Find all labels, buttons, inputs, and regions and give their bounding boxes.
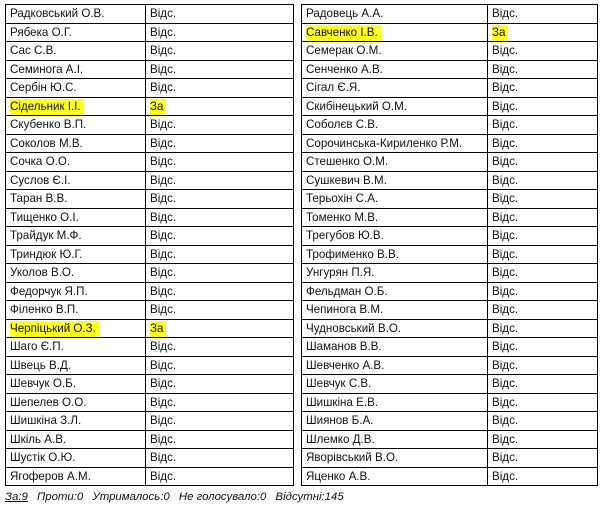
right-name-cell: [302, 97, 488, 116]
right-name-cell: [302, 301, 488, 320]
right-vote-cell: [488, 171, 598, 190]
summary-za: За:9: [5, 491, 28, 503]
column-gap: [294, 282, 302, 301]
table-row: [6, 301, 598, 320]
table-row: [6, 190, 598, 209]
left-name-cell: [6, 467, 146, 486]
left-name-cell: [6, 264, 146, 283]
left-name-cell: [6, 430, 146, 449]
left-vote-cell: [146, 319, 294, 338]
right-name-cell: [302, 449, 488, 468]
right-vote-cell: [488, 79, 598, 98]
right-vote-cell: [488, 60, 598, 79]
right-vote-cell: [488, 134, 598, 153]
vote-results-table: [5, 4, 598, 486]
deputy-name: Семинога А.І.: [10, 62, 84, 76]
table-row: [6, 449, 598, 468]
summary-proty: Проти:0: [37, 491, 84, 503]
right-vote-cell: [488, 5, 598, 24]
left-vote-cell: [146, 42, 294, 61]
right-name-cell: [302, 23, 488, 42]
deputy-name: Фельдман О.Б.: [306, 284, 388, 298]
vote-value: Відс.: [150, 395, 177, 409]
left-vote-cell: [146, 208, 294, 227]
vote-value: Відс.: [150, 62, 177, 76]
right-name-cell: [302, 245, 488, 264]
left-name-cell: [6, 393, 146, 412]
left-name-cell: [6, 42, 146, 61]
vote-value: Відс.: [150, 44, 177, 58]
left-name-cell: [6, 153, 146, 172]
left-name-cell: [6, 79, 146, 98]
left-name-cell: [6, 412, 146, 431]
vote-value: Відс.: [150, 432, 177, 446]
vote-value: Відс.: [150, 7, 177, 21]
vote-value: Відс.: [150, 192, 177, 206]
left-vote-cell: [146, 375, 294, 394]
deputy-name: Яворівський В.О.: [306, 451, 399, 465]
right-name-cell: [302, 264, 488, 283]
vote-value: Відс.: [150, 414, 177, 428]
deputy-name: Сідельник І.І.: [10, 99, 84, 115]
deputy-name: Шепелев О.О.: [10, 395, 87, 409]
deputy-name: Трофименко В.В.: [306, 247, 399, 261]
left-name-cell: [6, 23, 146, 42]
table-row: [6, 227, 598, 246]
vote-value: Відс.: [492, 81, 519, 95]
right-name-cell: [302, 393, 488, 412]
table-row: [6, 153, 598, 172]
deputy-name: Уколов В.О.: [10, 266, 75, 280]
deputy-name: Сербін Ю.С.: [10, 81, 77, 95]
deputy-name: Рябека О.Г.: [10, 25, 72, 39]
table-row: [6, 23, 598, 42]
table-row: [6, 5, 598, 24]
right-vote-cell: [488, 190, 598, 209]
right-name-cell: [302, 467, 488, 486]
table-row: [6, 375, 598, 394]
vote-value: Відс.: [492, 321, 519, 335]
right-vote-cell: [488, 319, 598, 338]
vote-value: За: [150, 99, 166, 115]
left-vote-cell: [146, 171, 294, 190]
left-name-cell: [6, 5, 146, 24]
column-gap: [294, 134, 302, 153]
deputy-name: Радковський О.В.: [10, 7, 105, 21]
left-vote-cell: [146, 23, 294, 42]
right-vote-cell: [488, 449, 598, 468]
table-row: [6, 116, 598, 135]
vote-value: Відс.: [492, 173, 519, 187]
right-name-cell: [302, 338, 488, 357]
right-name-cell: [302, 356, 488, 375]
column-gap: [294, 42, 302, 61]
left-name-cell: [6, 338, 146, 357]
right-name-cell: [302, 190, 488, 209]
deputy-name: Таран В.В.: [10, 192, 68, 206]
deputy-name: Суслов Є.І.: [10, 173, 71, 187]
left-vote-cell: [146, 116, 294, 135]
vote-value: Відс.: [492, 44, 519, 58]
table-row: [6, 245, 598, 264]
left-name-cell: [6, 245, 146, 264]
vote-value: Відс.: [492, 266, 519, 280]
deputy-name: Соколов М.В.: [10, 136, 83, 150]
vote-value: Відс.: [492, 7, 519, 21]
table-row: [6, 430, 598, 449]
vote-value: Відс.: [492, 395, 519, 409]
table-row: [6, 338, 598, 357]
left-vote-cell: [146, 301, 294, 320]
right-name-cell: [302, 227, 488, 246]
table-row: [6, 319, 598, 338]
deputy-name: Скубенко В.П.: [10, 118, 87, 132]
right-vote-cell: [488, 245, 598, 264]
vote-value: Відс.: [150, 136, 177, 150]
right-vote-cell: [488, 338, 598, 357]
left-vote-cell: [146, 97, 294, 116]
left-vote-cell: [146, 245, 294, 264]
right-vote-cell: [488, 227, 598, 246]
right-vote-cell: [488, 375, 598, 394]
deputy-name: Соболєв С.В.: [306, 118, 379, 132]
left-name-cell: [6, 356, 146, 375]
deputy-name: Сас С.В.: [10, 44, 57, 58]
vote-value: Відс.: [492, 99, 519, 113]
deputy-name: Шаманов В.В.: [306, 340, 382, 354]
deputy-name: Шишкіна Е.В.: [306, 395, 379, 409]
vote-value: Відс.: [150, 451, 177, 465]
right-name-cell: [302, 5, 488, 24]
deputy-name: Федорчук Я.П.: [10, 284, 88, 298]
right-vote-cell: [488, 153, 598, 172]
deputy-name: Шевченко А.В.: [306, 358, 385, 372]
left-name-cell: [6, 227, 146, 246]
vote-value: За: [150, 321, 166, 337]
table-row: [6, 467, 598, 486]
deputy-name: Сігал Є.Я.: [306, 81, 361, 95]
right-name-cell: [302, 430, 488, 449]
right-vote-cell: [488, 208, 598, 227]
vote-value: Відс.: [150, 247, 177, 261]
vote-value: Відс.: [150, 81, 177, 95]
right-name-cell: [302, 116, 488, 135]
right-vote-cell: [488, 97, 598, 116]
summary-utrymalos: Утрималось:0: [92, 491, 170, 503]
right-vote-cell: [488, 301, 598, 320]
vote-value: Відс.: [150, 155, 177, 169]
left-vote-cell: [146, 393, 294, 412]
column-gap: [294, 5, 302, 24]
right-name-cell: [302, 79, 488, 98]
vote-value: Відс.: [492, 414, 519, 428]
left-vote-cell: [146, 282, 294, 301]
summary-ne-holosuvalo: Не голосувало:0: [178, 491, 267, 503]
left-vote-cell: [146, 356, 294, 375]
deputy-name: Семерак О.М.: [306, 44, 382, 58]
deputy-name: Трайдук М.Ф.: [10, 229, 82, 243]
column-gap: [294, 264, 302, 283]
left-vote-cell: [146, 134, 294, 153]
vote-value: Відс.: [492, 469, 519, 483]
deputy-name: Яценко А.В.: [306, 469, 371, 483]
right-vote-cell: [488, 264, 598, 283]
table-row: [6, 264, 598, 283]
left-vote-cell: [146, 60, 294, 79]
left-name-cell: [6, 97, 146, 116]
deputy-name: Філенко В.П.: [10, 303, 79, 317]
right-name-cell: [302, 282, 488, 301]
vote-value: Відс.: [150, 469, 177, 483]
deputy-name: Шишкіна З.Л.: [10, 414, 82, 428]
right-name-cell: [302, 42, 488, 61]
column-gap: [294, 190, 302, 209]
left-name-cell: [6, 319, 146, 338]
vote-value: Відс.: [492, 303, 519, 317]
deputy-name: Шевчук С.В.: [306, 377, 372, 391]
deputy-name: Скибінецький О.М.: [306, 99, 408, 113]
left-name-cell: [6, 301, 146, 320]
left-vote-cell: [146, 412, 294, 431]
vote-value: Відс.: [150, 284, 177, 298]
column-gap: [294, 319, 302, 338]
column-gap: [294, 97, 302, 116]
left-vote-cell: [146, 190, 294, 209]
right-vote-cell: [488, 23, 598, 42]
left-name-cell: [6, 375, 146, 394]
column-gap: [294, 467, 302, 486]
right-name-cell: [302, 134, 488, 153]
left-vote-cell: [146, 338, 294, 357]
column-gap: [294, 393, 302, 412]
vote-value: Відс.: [150, 266, 177, 280]
vote-value: Відс.: [150, 173, 177, 187]
right-vote-cell: [488, 42, 598, 61]
table-row: [6, 393, 598, 412]
vote-value: За: [492, 25, 508, 41]
deputy-name: Чудновський В.О.: [306, 321, 402, 335]
right-name-cell: [302, 153, 488, 172]
deputy-name: Триндюк Ю.Г.: [10, 247, 83, 261]
column-gap: [294, 338, 302, 357]
vote-value: Відс.: [492, 229, 519, 243]
deputy-name: Унгурян П.Я.: [306, 266, 375, 280]
left-vote-cell: [146, 227, 294, 246]
column-gap: [294, 60, 302, 79]
right-vote-cell: [488, 467, 598, 486]
table-row: [6, 282, 598, 301]
table-row: [6, 42, 598, 61]
vote-value: Відс.: [492, 377, 519, 391]
table-row: [6, 79, 598, 98]
column-gap: [294, 208, 302, 227]
vote-value: Відс.: [492, 247, 519, 261]
deputy-name: Савченко І.В.: [306, 25, 381, 41]
table-row: [6, 412, 598, 431]
left-name-cell: [6, 134, 146, 153]
vote-value: Відс.: [492, 136, 519, 150]
table-row: [6, 171, 598, 190]
vote-value: Відс.: [150, 377, 177, 391]
vote-value: Відс.: [492, 210, 519, 224]
vote-results-body: [6, 5, 598, 486]
left-name-cell: [6, 282, 146, 301]
deputy-name: Швець В.Д.: [10, 358, 72, 372]
column-gap: [294, 227, 302, 246]
right-vote-cell: [488, 412, 598, 431]
left-vote-cell: [146, 79, 294, 98]
table-row: [6, 208, 598, 227]
deputy-name: Радовець А.А.: [306, 7, 384, 21]
deputy-name: Шевчук О.Б.: [10, 377, 76, 391]
right-vote-cell: [488, 430, 598, 449]
vote-value: Відс.: [492, 358, 519, 372]
table-row: [6, 134, 598, 153]
right-name-cell: [302, 375, 488, 394]
deputy-name: Шустік О.Ю.: [10, 451, 76, 465]
left-vote-cell: [146, 5, 294, 24]
table-row: [6, 97, 598, 116]
table-row: [6, 60, 598, 79]
deputy-name: Чепинога В.М.: [306, 303, 384, 317]
deputy-name: Шиянов Б.А.: [306, 414, 374, 428]
vote-value: Відс.: [492, 62, 519, 76]
deputy-name: Ягоферов А.М.: [10, 469, 91, 483]
vote-value: Відс.: [150, 340, 177, 354]
column-gap: [294, 23, 302, 42]
deputy-name: Стешенко О.М.: [306, 155, 389, 169]
vote-value: Відс.: [492, 451, 519, 465]
left-name-cell: [6, 208, 146, 227]
column-gap: [294, 171, 302, 190]
left-name-cell: [6, 116, 146, 135]
column-gap: [294, 245, 302, 264]
left-vote-cell: [146, 467, 294, 486]
deputy-name: Томенко М.В.: [306, 210, 379, 224]
left-name-cell: [6, 449, 146, 468]
deputy-name: Шаго Є.П.: [10, 340, 64, 354]
left-name-cell: [6, 171, 146, 190]
vote-value: Відс.: [150, 229, 177, 243]
right-vote-cell: [488, 356, 598, 375]
deputy-name: Сушкевич В.М.: [306, 173, 387, 187]
right-vote-cell: [488, 393, 598, 412]
right-name-cell: [302, 208, 488, 227]
vote-value: Відс.: [150, 25, 177, 39]
column-gap: [294, 116, 302, 135]
deputy-name: Тищенко О.І.: [10, 210, 79, 224]
column-gap: [294, 375, 302, 394]
column-gap: [294, 79, 302, 98]
right-name-cell: [302, 319, 488, 338]
vote-value: Відс.: [150, 303, 177, 317]
left-vote-cell: [146, 153, 294, 172]
vote-value: Відс.: [492, 155, 519, 169]
deputy-name: Сенченко А.В.: [306, 62, 383, 76]
deputy-name: Терьохін С.А.: [306, 192, 379, 206]
vote-value: Відс.: [492, 284, 519, 298]
left-vote-cell: [146, 430, 294, 449]
column-gap: [294, 153, 302, 172]
column-gap: [294, 412, 302, 431]
vote-value: Відс.: [492, 340, 519, 354]
deputy-name: Черпіцький О.З.: [10, 321, 99, 337]
column-gap: [294, 356, 302, 375]
vote-value: Відс.: [492, 192, 519, 206]
deputy-name: Шкіль А.В.: [10, 432, 67, 446]
vote-value: Відс.: [492, 118, 519, 132]
vote-value: Відс.: [150, 358, 177, 372]
vote-value: Відс.: [492, 432, 519, 446]
right-vote-cell: [488, 116, 598, 135]
right-name-cell: [302, 60, 488, 79]
right-vote-cell: [488, 282, 598, 301]
summary-vidsutni: Відсутні:145: [275, 491, 344, 503]
vote-summary: [5, 491, 350, 503]
deputy-name: Сочка О.О.: [10, 155, 71, 169]
table-row: [6, 356, 598, 375]
column-gap: [294, 449, 302, 468]
deputy-name: Сорочинська-Кириленко Р.М.: [306, 136, 463, 150]
vote-value: Відс.: [150, 210, 177, 224]
column-gap: [294, 430, 302, 449]
deputy-name: Трегубов Ю.В.: [306, 229, 384, 243]
left-vote-cell: [146, 264, 294, 283]
left-vote-cell: [146, 449, 294, 468]
left-name-cell: [6, 190, 146, 209]
column-gap: [294, 301, 302, 320]
right-name-cell: [302, 412, 488, 431]
vote-value: Відс.: [150, 118, 177, 132]
right-name-cell: [302, 171, 488, 190]
deputy-name: Шлемко Д.В.: [306, 432, 375, 446]
left-name-cell: [6, 60, 146, 79]
